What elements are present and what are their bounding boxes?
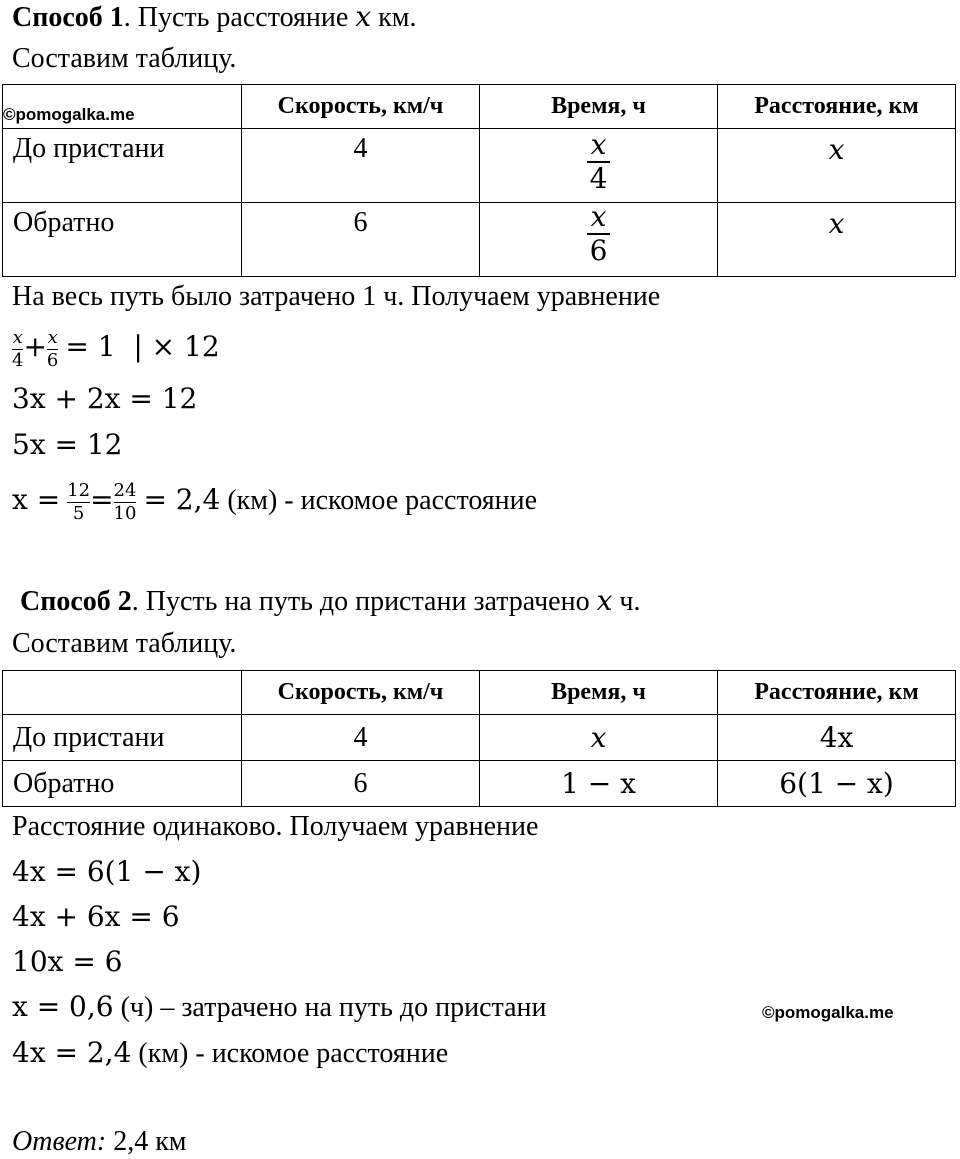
- method1-title: Способ 1. Пусть расстояние x км.: [12, 0, 417, 33]
- time-fraction: $\frac{x}{6}$: [587, 203, 611, 265]
- table-row: [3, 715, 956, 761]
- header-speed: Скорость, км/ч: [242, 671, 480, 715]
- table-row: [3, 203, 956, 277]
- method2-table: [2, 670, 956, 807]
- header-distance: Расстояние, км: [718, 85, 956, 129]
- answer: [12, 1125, 187, 1159]
- method2-eq1: 4x = 6(1 − x): [12, 855, 202, 888]
- row-label: До пристани: [3, 129, 242, 203]
- method1-make-table: Составим таблицу.: [12, 43, 237, 74]
- watermark: ©pomogalka.me: [762, 1003, 894, 1022]
- cell-time: 1 − x: [480, 761, 718, 807]
- method1-label: Способ 1: [12, 2, 124, 33]
- header-time: Время, ч: [480, 671, 718, 715]
- table-corner-cell: [3, 85, 242, 129]
- cell-time: [480, 200, 718, 277]
- cell-speed: 4: [242, 715, 480, 761]
- header-speed: Скорость, км/ч: [242, 85, 480, 129]
- method1-eq3: 5x = 12: [12, 428, 123, 461]
- method1-eq2: 3x + 2x = 12: [12, 382, 198, 415]
- cell-distance: 4x: [718, 715, 956, 761]
- table-header-row: [3, 671, 956, 715]
- method1-eq4: x = $\frac{12}{5}$ = $\frac{24}{10}$ = 2,4 (км) - искомое расстояние: [12, 480, 538, 525]
- method2-eq2: 4x + 6x = 6: [12, 900, 180, 933]
- cell-speed: 4: [242, 129, 480, 203]
- cell-time: x: [480, 715, 718, 761]
- table-row: [3, 761, 956, 807]
- cell-distance: x: [718, 203, 956, 277]
- watermark: ©pomogalka.me: [3, 105, 135, 124]
- method2-make-table: Составим таблицу.: [12, 628, 237, 659]
- method2-eq5: 4x = 2,4 (км) - искомое расстояние: [12, 1036, 449, 1069]
- method1-table: [2, 84, 956, 277]
- method2-eq4: x = 0,6 (ч) – затрачено на путь до пристани: [12, 990, 547, 1023]
- table-corner-cell: [3, 671, 242, 715]
- method2-label: Способ 2: [20, 586, 132, 617]
- header-time: Время, ч: [480, 85, 718, 129]
- time-fraction: $\frac{x}{4}$: [587, 131, 611, 193]
- cell-distance: x: [718, 129, 956, 203]
- method2-eq3: 10x = 6: [12, 945, 123, 978]
- method1-eq1: $\frac{x}{4}$ + $\frac{x}{6}$ = 1 | × 12: [12, 327, 220, 372]
- table-row: [3, 129, 956, 203]
- cell-time: [480, 129, 718, 203]
- header-distance: Расстояние, км: [718, 671, 956, 715]
- row-label: Обратно: [3, 203, 242, 277]
- answer-label: Ответ:: [12, 1126, 107, 1157]
- cell-speed: 6: [242, 203, 480, 277]
- row-label: До пристани: [3, 715, 242, 761]
- cell-distance: 6(1 − x): [718, 761, 956, 807]
- cell-speed: 6: [242, 761, 480, 807]
- row-label: Обратно: [3, 761, 242, 807]
- method1-statement: На весь путь было затрачено 1 ч. Получаем уравнение: [12, 281, 661, 312]
- table-header-row: [3, 85, 956, 129]
- method2-statement: Расстояние одинаково. Получаем уравнение: [12, 811, 539, 842]
- answer-value: 2,4 км: [106, 1126, 187, 1157]
- method2-title: Способ 2. Пусть на путь до пристани затрачено x ч.: [20, 584, 641, 617]
